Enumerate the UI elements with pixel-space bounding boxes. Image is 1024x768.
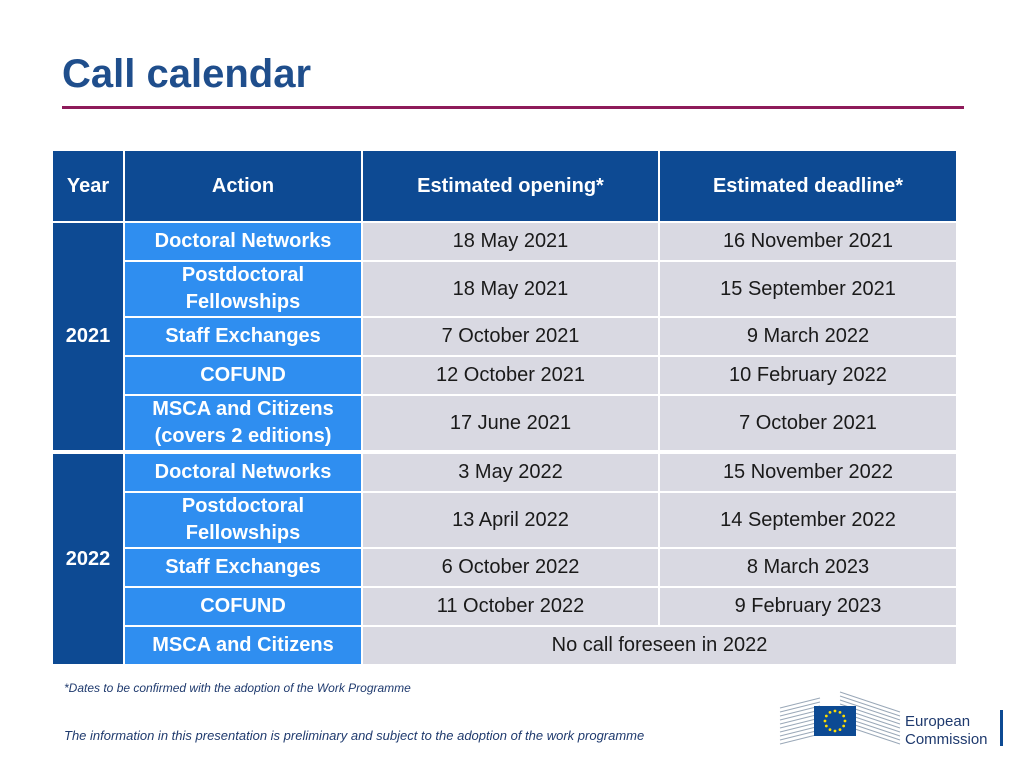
header-year: Year [52, 150, 124, 222]
deadline-cell: 7 October 2021 [659, 395, 957, 452]
action-cell: COFUND [124, 356, 362, 395]
opening-cell: 11 October 2022 [362, 587, 659, 626]
action-cell: Doctoral Networks [124, 452, 362, 492]
ec-logo-text [905, 713, 988, 749]
title-divider [62, 106, 964, 109]
deadline-cell: 8 March 2023 [659, 548, 957, 587]
disclaimer: The information in this presentation is preliminary and subject to the adoption of the work programme [64, 728, 645, 743]
table-row [52, 587, 957, 626]
eu-star-icon [839, 711, 842, 714]
eu-star-icon [824, 720, 827, 723]
header-opening: Estimated opening* [362, 150, 659, 222]
eu-star-icon [839, 728, 842, 731]
opening-cell: 7 October 2021 [362, 317, 659, 356]
year-cell: 2021 [52, 222, 124, 452]
deadline-cell: 10 February 2022 [659, 356, 957, 395]
year-cell: 2022 [52, 452, 124, 665]
action-cell: MSCA and Citizens [124, 626, 362, 665]
no-call-cell: No call foreseen in 2022 [362, 626, 957, 665]
eu-flag-icon [814, 706, 856, 736]
eu-star-icon [842, 715, 845, 718]
opening-cell: 18 May 2021 [362, 261, 659, 317]
ec-logo-line1: European [905, 713, 971, 730]
table-row [52, 548, 957, 587]
action-cell: Postdoctoral Fellowships [124, 261, 362, 317]
opening-cell: 18 May 2021 [362, 222, 659, 261]
table-row [52, 626, 957, 665]
eu-star-icon [834, 730, 837, 733]
opening-cell: 12 October 2021 [362, 356, 659, 395]
deadline-cell: 9 February 2023 [659, 587, 957, 626]
eu-star-icon [825, 725, 828, 728]
eu-star-icon [842, 725, 845, 728]
header-action: Action [124, 150, 362, 222]
opening-cell: 17 June 2021 [362, 395, 659, 452]
action-cell: MSCA and Citizens (covers 2 editions) [124, 395, 362, 452]
table-row [52, 222, 957, 261]
deadline-cell: 14 September 2022 [659, 492, 957, 548]
action-cell: COFUND [124, 587, 362, 626]
table-row [52, 492, 957, 548]
table-row [52, 356, 957, 395]
call-calendar-table [51, 149, 958, 666]
footnote: *Dates to be confirmed with the adoption of the Work Programme [64, 681, 411, 695]
action-cell: Staff Exchanges [124, 548, 362, 587]
eu-star-icon [834, 710, 837, 713]
deadline-cell: 15 September 2021 [659, 261, 957, 317]
opening-cell: 6 October 2022 [362, 548, 659, 587]
table-row [52, 395, 957, 452]
eu-star-icon [825, 715, 828, 718]
eu-star-icon [844, 720, 847, 723]
logo-accent-bar [1000, 710, 1003, 746]
eu-star-icon [829, 728, 832, 731]
table-row [52, 317, 957, 356]
ec-logo-line2: Commission [905, 731, 988, 748]
eu-star-icon [829, 711, 832, 714]
action-cell: Doctoral Networks [124, 222, 362, 261]
table-row [52, 452, 957, 492]
opening-cell: 13 April 2022 [362, 492, 659, 548]
action-cell: Postdoctoral Fellowships [124, 492, 362, 548]
deadline-cell: 9 March 2022 [659, 317, 957, 356]
action-cell: Staff Exchanges [124, 317, 362, 356]
deadline-cell: 16 November 2021 [659, 222, 957, 261]
opening-cell: 3 May 2022 [362, 452, 659, 492]
header-deadline: Estimated deadline* [659, 150, 957, 222]
table-row [52, 261, 957, 317]
page-title: Call calendar [62, 52, 312, 96]
header-row [52, 150, 957, 222]
deadline-cell: 15 November 2022 [659, 452, 957, 492]
